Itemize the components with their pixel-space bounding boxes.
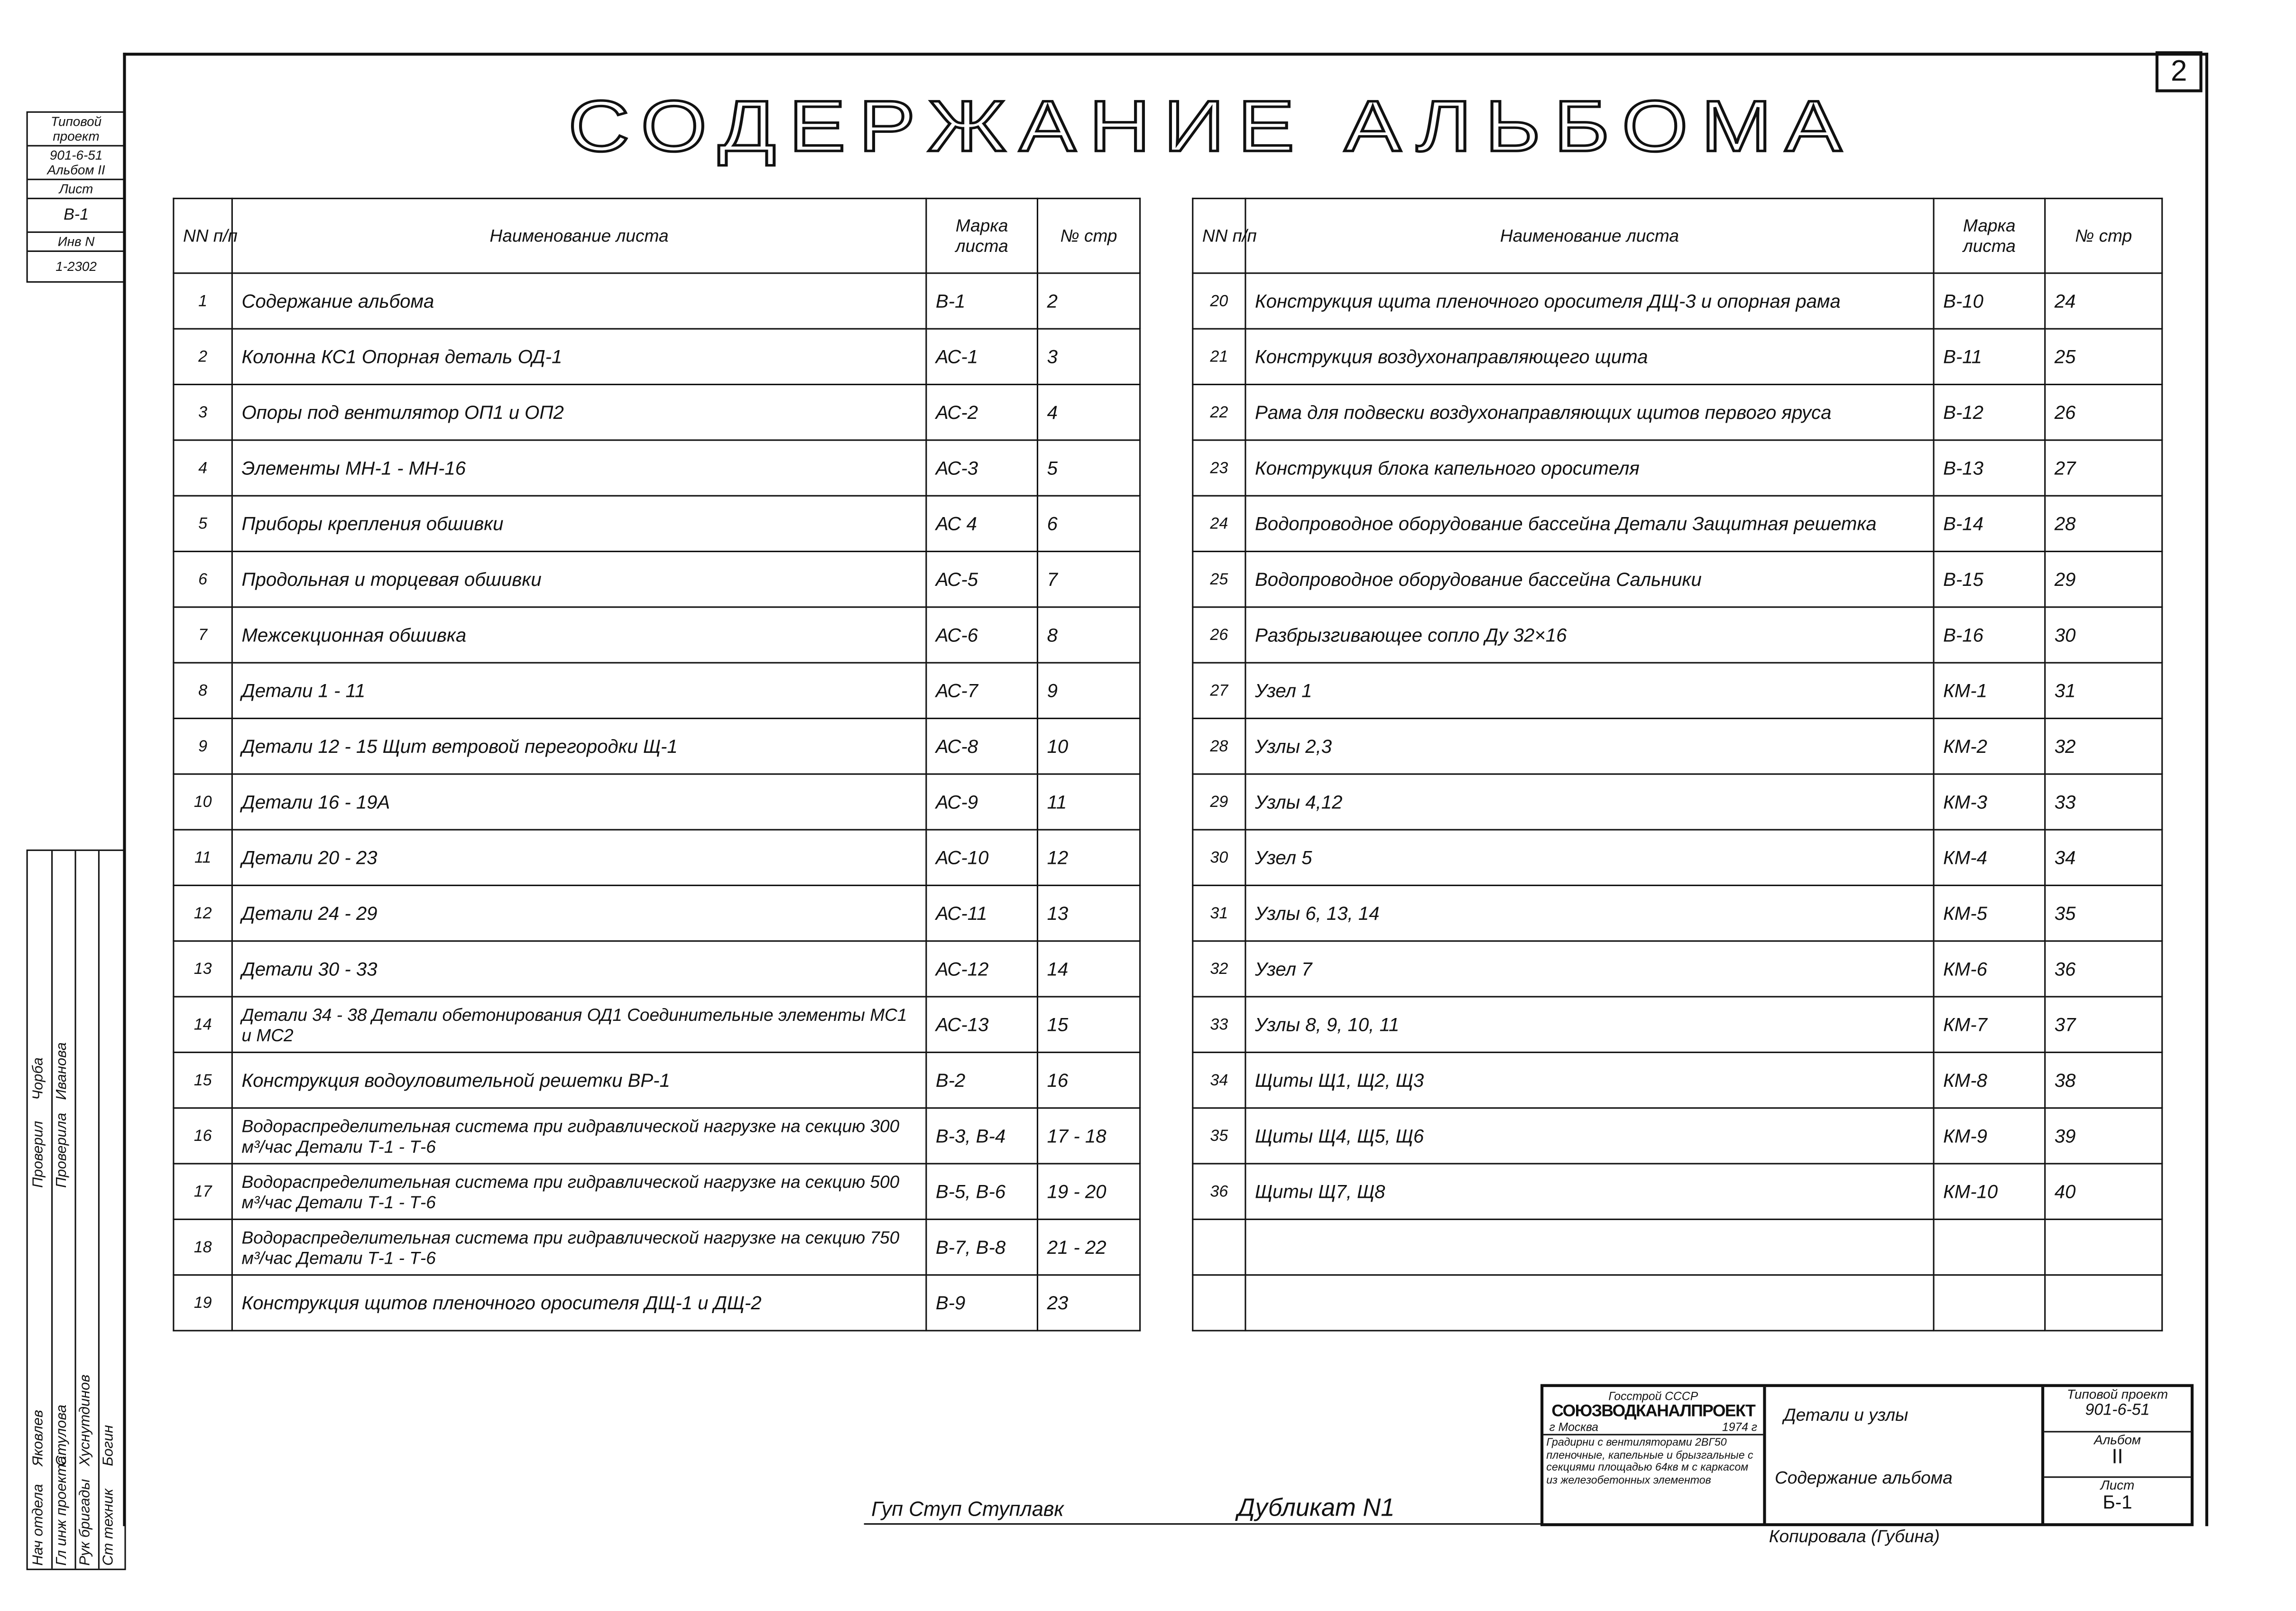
project-cell bbox=[2044, 1387, 2191, 1433]
header-page: № стр bbox=[2045, 198, 2162, 273]
stamp-label: Инв N bbox=[28, 233, 125, 252]
sheet-mark: АС-6 bbox=[926, 607, 1038, 663]
stamp-label: Типовой проект bbox=[28, 113, 125, 147]
org-ministry: Госстрой СССР bbox=[1608, 1390, 1698, 1403]
sheet-name: Межсекционная обшивка bbox=[232, 607, 926, 663]
row-number: 11 bbox=[174, 830, 232, 885]
contents-table-left bbox=[173, 198, 1141, 1332]
row-number: 16 bbox=[174, 1108, 232, 1164]
header-mark: Марка листа bbox=[1934, 198, 2045, 273]
sheet-name: Детали 24 - 29 bbox=[232, 885, 926, 941]
stamp-role: Рук бригады bbox=[77, 1479, 94, 1566]
stamp-role: Проверил bbox=[30, 1120, 47, 1188]
sheet-mark: В-7, В-8 bbox=[926, 1219, 1038, 1275]
page-number: 9 bbox=[1037, 663, 1140, 718]
sheet-mark: В-11 bbox=[1934, 329, 2045, 384]
sheet-mark: АС-8 bbox=[926, 718, 1038, 774]
sheet-mark: АС 4 bbox=[926, 496, 1038, 551]
page-number: 35 bbox=[2045, 885, 2162, 941]
sheet-name: Конструкция воздухонаправляющего щита bbox=[1245, 329, 1934, 384]
sheet-code: Б-1 bbox=[2102, 1491, 2132, 1513]
sheet-name: Узлы 6, 13, 14 bbox=[1245, 885, 1934, 941]
sheet-name: Конструкция водоуловительной решетки ВР-1 bbox=[232, 1052, 926, 1108]
sheet-name: Элементы МН-1 - МН-16 bbox=[232, 440, 926, 496]
page-number: 5 bbox=[1037, 440, 1140, 496]
header-page: № стр bbox=[1037, 198, 1140, 273]
stamp-inv: 1-2302 bbox=[55, 259, 97, 274]
row-number: 32 bbox=[1193, 941, 1245, 997]
stamp-project: 901-6-51 bbox=[49, 148, 103, 163]
sheet-name: Детали 12 - 15 Щит ветровой перегородки Щ-1 bbox=[232, 718, 926, 774]
sheet-mark: В-2 bbox=[926, 1052, 1038, 1108]
table-row bbox=[174, 1164, 1140, 1219]
sheet-mark: В-1 bbox=[926, 273, 1038, 329]
table-row bbox=[1193, 1164, 2162, 1219]
row-number: 22 bbox=[1193, 384, 1245, 440]
table-header bbox=[174, 198, 1140, 273]
sheet-name bbox=[1245, 1275, 1934, 1331]
row-number: 2 bbox=[174, 329, 232, 384]
sheet-mark: В-15 bbox=[1934, 551, 2045, 607]
table-row bbox=[1193, 1052, 2162, 1108]
stamp-person: Яковлев bbox=[30, 1409, 47, 1466]
table-row bbox=[174, 1219, 1140, 1275]
table-row bbox=[1193, 440, 2162, 496]
sheet-number: 2 bbox=[2156, 51, 2203, 92]
sheet-mark: АС-13 bbox=[926, 997, 1038, 1052]
table-row bbox=[174, 440, 1140, 496]
sheet-name: Водопроводное оборудование бассейна Сальники bbox=[1245, 551, 1934, 607]
sheet-mark: АС-11 bbox=[926, 885, 1038, 941]
sheet-mark: КМ-7 bbox=[1934, 997, 2045, 1052]
page-number: 31 bbox=[2045, 663, 2162, 718]
table-row bbox=[174, 718, 1140, 774]
row-number: 21 bbox=[1193, 329, 1245, 384]
table-row bbox=[1193, 551, 2162, 607]
page-number: 19 - 20 bbox=[1037, 1164, 1140, 1219]
page-number: 7 bbox=[1037, 551, 1140, 607]
row-number: 31 bbox=[1193, 885, 1245, 941]
row-number: 20 bbox=[1193, 273, 1245, 329]
table-row bbox=[174, 496, 1140, 551]
sheet-mark: КМ-6 bbox=[1934, 941, 2045, 997]
page-number: 32 bbox=[2045, 718, 2162, 774]
sheet-name: Щиты Щ4, Щ5, Щ6 bbox=[1245, 1108, 1934, 1164]
row-number: 24 bbox=[1193, 496, 1245, 551]
sheet-name: Детали 1 - 11 bbox=[232, 663, 926, 718]
page-number: 26 bbox=[2045, 384, 2162, 440]
sheet-mark: АС-2 bbox=[926, 384, 1038, 440]
row-number: 14 bbox=[174, 997, 232, 1052]
header-nn: NN п/п bbox=[1193, 198, 1245, 273]
row-number bbox=[1193, 1219, 1245, 1275]
sheet-mark: АС-10 bbox=[926, 830, 1038, 885]
sheet-mark: В-9 bbox=[926, 1275, 1038, 1331]
album-cell bbox=[2044, 1433, 2191, 1478]
sheet-name: Конструкция щита пленочного оросителя ДЩ-3 и опорная рама bbox=[1245, 273, 1934, 329]
page-number: 6 bbox=[1037, 496, 1140, 551]
row-number: 8 bbox=[174, 663, 232, 718]
table-row bbox=[1193, 384, 2162, 440]
row-number: 18 bbox=[174, 1219, 232, 1275]
table-row bbox=[1193, 774, 2162, 830]
sheet-name: Узлы 4,12 bbox=[1245, 774, 1934, 830]
row-number: 35 bbox=[1193, 1108, 1245, 1164]
org-city-row bbox=[1543, 1421, 1763, 1435]
album-label: Альбом bbox=[2094, 1432, 2141, 1447]
page-number: 10 bbox=[1037, 718, 1140, 774]
table-row bbox=[1193, 663, 2162, 718]
page-number bbox=[2045, 1219, 2162, 1275]
row-number: 34 bbox=[1193, 1052, 1245, 1108]
table-header bbox=[1193, 198, 2162, 273]
sheet-mark: В-10 bbox=[1934, 273, 2045, 329]
sheet-name: Узел 5 bbox=[1245, 830, 1934, 885]
stamp-role: Гл инж проекта bbox=[54, 1456, 71, 1566]
table-row bbox=[1193, 830, 2162, 885]
page-number: 17 - 18 bbox=[1037, 1108, 1140, 1164]
sheet-name: Щиты Щ1, Щ2, Щ3 bbox=[1245, 1052, 1934, 1108]
sheet-mark: АС-12 bbox=[926, 941, 1038, 997]
sheet-name: Детали 16 - 19А bbox=[232, 774, 926, 830]
row-number: 15 bbox=[174, 1052, 232, 1108]
sheet-mark: КМ-9 bbox=[1934, 1108, 2045, 1164]
stamp-person: Стулова bbox=[54, 1404, 71, 1466]
sheet-name: Узлы 8, 9, 10, 11 bbox=[1245, 997, 1934, 1052]
row-number: 6 bbox=[174, 551, 232, 607]
table-row bbox=[174, 1275, 1140, 1331]
table-row bbox=[1193, 329, 2162, 384]
sheet-mark bbox=[1934, 1219, 2045, 1275]
sheet-mark: КМ-3 bbox=[1934, 774, 2045, 830]
table-row bbox=[174, 1052, 1140, 1108]
row-number: 17 bbox=[174, 1164, 232, 1219]
title-block-codes bbox=[2044, 1387, 2191, 1523]
stamp-person: Богин bbox=[101, 1425, 117, 1466]
row-number: 27 bbox=[1193, 663, 1245, 718]
sheet-name: Конструкция щитов пленочного оросителя ДЩ-1 и ДЩ-2 bbox=[232, 1275, 926, 1331]
page-number: 16 bbox=[1037, 1052, 1140, 1108]
sheet-name: Узел 1 bbox=[1245, 663, 1934, 718]
stamp-person: Чорба bbox=[30, 1057, 47, 1100]
page-number: 30 bbox=[2045, 607, 2162, 663]
sheet-mark: АС-3 bbox=[926, 440, 1038, 496]
page-number: 24 bbox=[2045, 273, 2162, 329]
stamp-role: Нач отдела bbox=[30, 1484, 47, 1566]
sheet-name: Водопроводное оборудование бассейна Детали Защитная решетка bbox=[1245, 496, 1934, 551]
sheet-mark: В-13 bbox=[1934, 440, 2045, 496]
stamp-person: Иванова bbox=[54, 1042, 71, 1100]
page-number: 27 bbox=[2045, 440, 2162, 496]
table-row bbox=[1193, 885, 2162, 941]
header-name: Наименование листа bbox=[232, 198, 926, 273]
row-number: 10 bbox=[174, 774, 232, 830]
sheet-name: Детали 30 - 33 bbox=[232, 941, 926, 997]
page-number: 15 bbox=[1037, 997, 1140, 1052]
page-number: 25 bbox=[2045, 329, 2162, 384]
table-row bbox=[174, 607, 1140, 663]
project-label: Типовой проект bbox=[2067, 1387, 2168, 1402]
section-name: Детали и узлы bbox=[1783, 1404, 1909, 1426]
sheet-name: Рама для подвески воздухонаправляющих щитов первого яруса bbox=[1245, 384, 1934, 440]
sheet-mark bbox=[1934, 1275, 2045, 1331]
row-number: 7 bbox=[174, 607, 232, 663]
sheet-name: Водораспределительная система при гидравлической нагрузке на секцию 300 м³/час Детали Т-1 - Т-6 bbox=[232, 1108, 926, 1164]
page-number: 8 bbox=[1037, 607, 1140, 663]
sheet-mark: АС-1 bbox=[926, 329, 1038, 384]
row-number: 13 bbox=[174, 941, 232, 997]
sheet-mark: КМ-2 bbox=[1934, 718, 2045, 774]
table-row bbox=[1193, 496, 2162, 551]
sheet-name: Водораспределительная система при гидравлической нагрузке на секцию 750 м³/час Детали Т-1 - Т-6 bbox=[232, 1219, 926, 1275]
sheet-label: Лист bbox=[2100, 1478, 2135, 1493]
stamp-role: Ст техник bbox=[101, 1489, 117, 1566]
row-number: 23 bbox=[1193, 440, 1245, 496]
sheet-mark: В-16 bbox=[1934, 607, 2045, 663]
page-number: 13 bbox=[1037, 885, 1140, 941]
sheet-name: Детали 34 - 38 Детали обетонирования ОД1 Соединительные элементы МС1 и МС2 bbox=[232, 997, 926, 1052]
page-number: 11 bbox=[1037, 774, 1140, 830]
row-number: 25 bbox=[1193, 551, 1245, 607]
sheet-mark: АС-7 bbox=[926, 663, 1038, 718]
page-number: 12 bbox=[1037, 830, 1140, 885]
sheet-name: Приборы крепления обшивки bbox=[232, 496, 926, 551]
table-row bbox=[174, 273, 1140, 329]
page-number: 28 bbox=[2045, 496, 2162, 551]
page-number: 40 bbox=[2045, 1164, 2162, 1219]
left-stamp bbox=[27, 111, 126, 283]
row-number: 5 bbox=[174, 496, 232, 551]
table-row bbox=[174, 885, 1140, 941]
table-row bbox=[174, 551, 1140, 607]
row-number: 28 bbox=[1193, 718, 1245, 774]
sheet-name: Водораспределительная система при гидравлической нагрузке на секцию 500 м³/час Детали Т-1 - Т-6 bbox=[232, 1164, 926, 1219]
org-year: 1974 г bbox=[1722, 1420, 1757, 1434]
org-city: г Москва bbox=[1549, 1420, 1599, 1434]
title-block-names bbox=[1766, 1387, 2045, 1523]
sheet-mark: АС-5 bbox=[926, 551, 1038, 607]
page-number: 4 bbox=[1037, 384, 1140, 440]
sheet-mark: КМ-4 bbox=[1934, 830, 2045, 885]
header-nn: NN п/п bbox=[174, 198, 232, 273]
sheet-name: Продольная и торцевая обшивки bbox=[232, 551, 926, 607]
table-row bbox=[174, 663, 1140, 718]
sheet-title: Содержание альбома bbox=[1775, 1467, 1953, 1488]
page-title: СОДЕРЖАНИЕ АЛЬБОМА bbox=[568, 86, 1855, 167]
sheet-name: Щиты Щ7, Щ8 bbox=[1245, 1164, 1934, 1219]
row-number: 3 bbox=[174, 384, 232, 440]
stamp-project-cell bbox=[28, 147, 125, 180]
page-number: 14 bbox=[1037, 941, 1140, 997]
sheet-mark: КМ-10 bbox=[1934, 1164, 2045, 1219]
table-row bbox=[1193, 273, 2162, 329]
project-description: Градирни с вентиляторами 2ВГ50 пленочные, капельные и брызгальные с секциями площадью 64кв м с каркасом из железобетонных элементов bbox=[1546, 1435, 1753, 1486]
table-row bbox=[1193, 1108, 2162, 1164]
page-number: 36 bbox=[2045, 941, 2162, 997]
side-signature-stamp bbox=[27, 850, 126, 1570]
table-row bbox=[1193, 1275, 2162, 1331]
table-row bbox=[174, 997, 1140, 1052]
table-row bbox=[1193, 941, 2162, 997]
signature-text: Гуп Ступ Ступлавк bbox=[871, 1497, 1064, 1520]
sheet-mark: КМ-5 bbox=[1934, 885, 2045, 941]
header-name: Наименование листа bbox=[1245, 198, 1934, 273]
sheet-name: Узел 7 bbox=[1245, 941, 1934, 997]
row-number: 33 bbox=[1193, 997, 1245, 1052]
page-number: 2 bbox=[1037, 273, 1140, 329]
row-number: 1 bbox=[174, 273, 232, 329]
contents-table-right bbox=[1192, 198, 2163, 1332]
header-mark: Марка листа bbox=[926, 198, 1038, 273]
row-number: 19 bbox=[174, 1275, 232, 1331]
sheet-mark: В-12 bbox=[1934, 384, 2045, 440]
row-number bbox=[1193, 1275, 1245, 1331]
page-number: 39 bbox=[2045, 1108, 2162, 1164]
row-number: 26 bbox=[1193, 607, 1245, 663]
row-number: 9 bbox=[174, 718, 232, 774]
sheet-name: Содержание альбома bbox=[232, 273, 926, 329]
sheet-name bbox=[1245, 1219, 1934, 1275]
sheet-mark: В-3, В-4 bbox=[926, 1108, 1038, 1164]
page-number: 33 bbox=[2045, 774, 2162, 830]
table-row bbox=[174, 384, 1140, 440]
page-number: 37 bbox=[2045, 997, 2162, 1052]
org-name: СОЮЗВОДКАНАЛПРОЕКТ bbox=[1551, 1403, 1755, 1421]
page-number: 21 - 22 bbox=[1037, 1219, 1140, 1275]
sheet-name: Конструкция блока капельного оросителя bbox=[1245, 440, 1934, 496]
stamp-sheet: В-1 bbox=[28, 199, 125, 233]
table-row bbox=[174, 1108, 1140, 1164]
row-number: 12 bbox=[174, 885, 232, 941]
stamp-person: Хуснутдинов bbox=[77, 1374, 94, 1466]
page-number: 23 bbox=[1037, 1275, 1140, 1331]
row-number: 36 bbox=[1193, 1164, 1245, 1219]
album-number: II bbox=[2112, 1444, 2123, 1468]
page-number: 29 bbox=[2045, 551, 2162, 607]
copied-by: Копировала (Губина) bbox=[1769, 1526, 1940, 1547]
title-block bbox=[1540, 1384, 2194, 1526]
page-number bbox=[2045, 1275, 2162, 1331]
row-number: 4 bbox=[174, 440, 232, 496]
sheet-name: Разбрызгивающее сопло Ду 32×16 bbox=[1245, 607, 1934, 663]
title-block-org bbox=[1543, 1387, 1766, 1523]
table-row bbox=[174, 774, 1140, 830]
table-row bbox=[1193, 1219, 2162, 1275]
page-number: 3 bbox=[1037, 329, 1140, 384]
duplicate-stamp: Дубликат N1 bbox=[1237, 1494, 1395, 1522]
table-row bbox=[1193, 607, 2162, 663]
page-number: 34 bbox=[2045, 830, 2162, 885]
sheet-mark: В-5, В-6 bbox=[926, 1164, 1038, 1219]
table-row bbox=[1193, 997, 2162, 1052]
project-code: 901-6-51 bbox=[2085, 1401, 2150, 1419]
sheet-name: Узлы 2,3 bbox=[1245, 718, 1934, 774]
table-row bbox=[174, 830, 1140, 885]
stamp-label: Лист bbox=[28, 180, 125, 199]
table-row bbox=[174, 941, 1140, 997]
row-number: 29 bbox=[1193, 774, 1245, 830]
sheet-cell bbox=[2044, 1478, 2191, 1513]
sheet-mark: КМ-1 bbox=[1934, 663, 2045, 718]
row-number: 30 bbox=[1193, 830, 1245, 885]
sheet-name: Колонна КС1 Опорная деталь ОД-1 bbox=[232, 329, 926, 384]
sheet-mark: В-14 bbox=[1934, 496, 2045, 551]
table-row bbox=[174, 329, 1140, 384]
sheet-name: Детали 20 - 23 bbox=[232, 830, 926, 885]
table-row bbox=[1193, 718, 2162, 774]
sheet-name: Опоры под вентилятор ОП1 и ОП2 bbox=[232, 384, 926, 440]
sheet-mark: КМ-8 bbox=[1934, 1052, 2045, 1108]
page-number: 38 bbox=[2045, 1052, 2162, 1108]
stamp-album: Альбом II bbox=[47, 162, 105, 177]
stamp-role: Проверила bbox=[54, 1112, 71, 1188]
sheet-mark: АС-9 bbox=[926, 774, 1038, 830]
